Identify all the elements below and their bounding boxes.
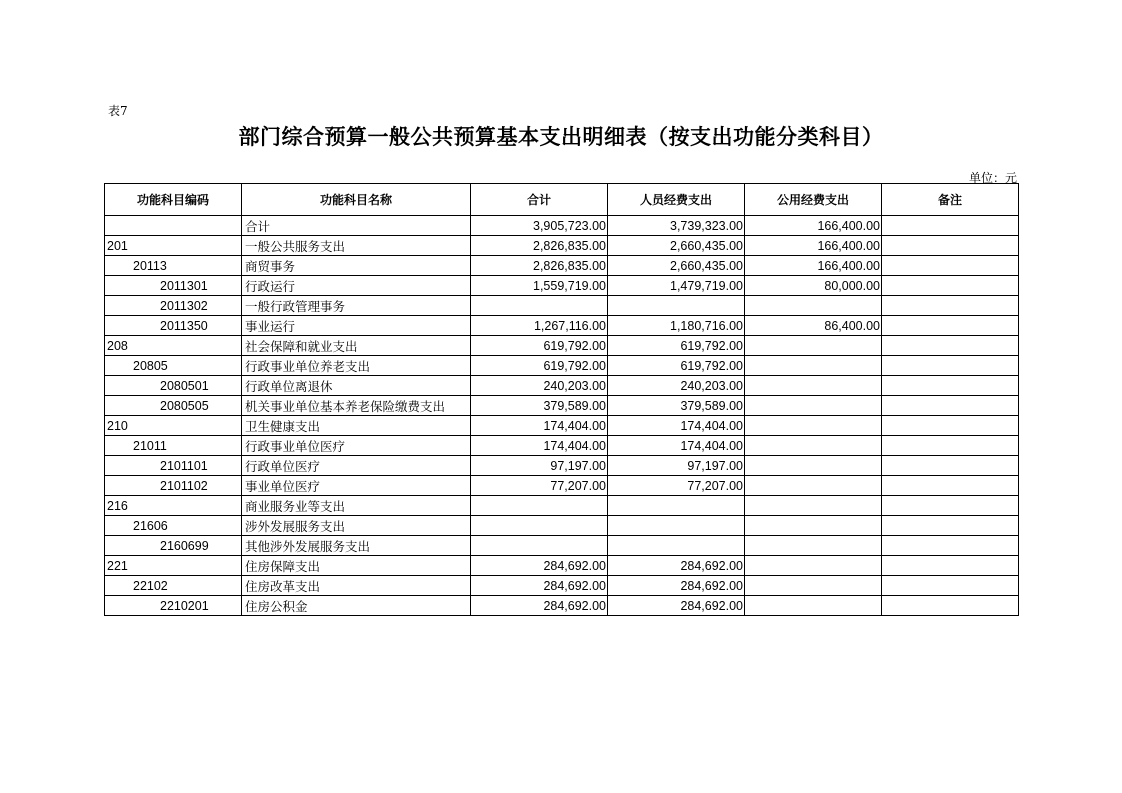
cell-personnel: 284,692.00 (608, 596, 745, 616)
cell-remarks (882, 496, 1019, 516)
cell-name: 住房公积金 (242, 596, 471, 616)
header-name: 功能科目名称 (242, 184, 471, 216)
cell-name: 一般公共服务支出 (242, 236, 471, 256)
table-row (105, 376, 1019, 396)
cell-code: 2210201 (105, 596, 242, 616)
cell-code: 2011302 (105, 296, 242, 316)
cell-public (745, 436, 882, 456)
cell-code: 208 (105, 336, 242, 356)
cell-public (745, 416, 882, 436)
table-row (105, 536, 1019, 556)
cell-name: 行政运行 (242, 276, 471, 296)
cell-personnel (608, 516, 745, 536)
cell-total (471, 536, 608, 556)
table-row (105, 516, 1019, 536)
cell-name: 商贸事务 (242, 256, 471, 276)
cell-personnel (608, 296, 745, 316)
cell-remarks (882, 456, 1019, 476)
table-row (105, 596, 1019, 616)
cell-personnel: 284,692.00 (608, 576, 745, 596)
cell-total: 284,692.00 (471, 576, 608, 596)
cell-code: 201 (105, 236, 242, 256)
cell-remarks (882, 436, 1019, 456)
cell-remarks (882, 376, 1019, 396)
cell-personnel: 1,180,716.00 (608, 316, 745, 336)
cell-public (745, 296, 882, 316)
cell-personnel: 619,792.00 (608, 336, 745, 356)
cell-total: 2,826,835.00 (471, 236, 608, 256)
cell-total: 1,559,719.00 (471, 276, 608, 296)
cell-total: 284,692.00 (471, 596, 608, 616)
table-row (105, 576, 1019, 596)
cell-total (471, 296, 608, 316)
cell-name: 机关事业单位基本养老保险缴费支出 (242, 396, 471, 416)
cell-public: 166,400.00 (745, 256, 882, 276)
cell-code: 2101101 (105, 456, 242, 476)
table-row (105, 456, 1019, 476)
header-public: 公用经费支出 (745, 184, 882, 216)
cell-personnel: 379,589.00 (608, 396, 745, 416)
cell-remarks (882, 316, 1019, 336)
cell-total: 619,792.00 (471, 336, 608, 356)
cell-public (745, 496, 882, 516)
cell-name: 行政事业单位医疗 (242, 436, 471, 456)
cell-name: 行政单位医疗 (242, 456, 471, 476)
cell-public (745, 576, 882, 596)
cell-code: 2080505 (105, 396, 242, 416)
cell-personnel (608, 536, 745, 556)
cell-remarks (882, 576, 1019, 596)
cell-personnel: 174,404.00 (608, 416, 745, 436)
table-row (105, 336, 1019, 356)
cell-remarks (882, 416, 1019, 436)
header-remarks: 备注 (882, 184, 1019, 216)
cell-public: 80,000.00 (745, 276, 882, 296)
budget-detail-table (104, 183, 1019, 616)
cell-code: 2011301 (105, 276, 242, 296)
cell-code: 22102 (105, 576, 242, 596)
cell-remarks (882, 516, 1019, 536)
header-code: 功能科目编码 (105, 184, 242, 216)
cell-public (745, 456, 882, 476)
table-row (105, 556, 1019, 576)
cell-total: 3,905,723.00 (471, 216, 608, 236)
cell-code: 21606 (105, 516, 242, 536)
cell-personnel (608, 496, 745, 516)
cell-personnel: 2,660,435.00 (608, 236, 745, 256)
cell-public (745, 356, 882, 376)
cell-public: 166,400.00 (745, 216, 882, 236)
cell-total: 240,203.00 (471, 376, 608, 396)
cell-total: 1,267,116.00 (471, 316, 608, 336)
cell-personnel: 3,739,323.00 (608, 216, 745, 236)
cell-public: 166,400.00 (745, 236, 882, 256)
cell-remarks (882, 256, 1019, 276)
header-personnel: 人员经费支出 (608, 184, 745, 216)
cell-personnel: 284,692.00 (608, 556, 745, 576)
cell-total: 174,404.00 (471, 436, 608, 456)
cell-code: 221 (105, 556, 242, 576)
cell-remarks (882, 276, 1019, 296)
table-row (105, 396, 1019, 416)
cell-remarks (882, 296, 1019, 316)
cell-public (745, 596, 882, 616)
cell-code: 2080501 (105, 376, 242, 396)
cell-remarks (882, 336, 1019, 356)
cell-personnel: 77,207.00 (608, 476, 745, 496)
cell-total: 77,207.00 (471, 476, 608, 496)
cell-public (745, 396, 882, 416)
cell-remarks (882, 396, 1019, 416)
cell-remarks (882, 596, 1019, 616)
cell-public (745, 376, 882, 396)
cell-code: 20113 (105, 256, 242, 276)
cell-name: 住房保障支出 (242, 556, 471, 576)
table-row (105, 296, 1019, 316)
cell-remarks (882, 216, 1019, 236)
cell-code: 2160699 (105, 536, 242, 556)
cell-public (745, 516, 882, 536)
cell-name: 一般行政管理事务 (242, 296, 471, 316)
cell-code: 216 (105, 496, 242, 516)
cell-name: 社会保障和就业支出 (242, 336, 471, 356)
cell-name: 其他涉外发展服务支出 (242, 536, 471, 556)
table-number-label: 表7 (108, 104, 128, 118)
table-row (105, 416, 1019, 436)
cell-personnel: 174,404.00 (608, 436, 745, 456)
cell-name: 事业运行 (242, 316, 471, 336)
cell-personnel: 97,197.00 (608, 456, 745, 476)
header-total: 合计 (471, 184, 608, 216)
cell-remarks (882, 536, 1019, 556)
cell-total: 174,404.00 (471, 416, 608, 436)
cell-name: 行政单位离退休 (242, 376, 471, 396)
cell-name: 住房改革支出 (242, 576, 471, 596)
cell-total: 284,692.00 (471, 556, 608, 576)
table-header-row (105, 184, 1019, 216)
cell-public (745, 336, 882, 356)
cell-code (105, 216, 242, 236)
table-row (105, 216, 1019, 236)
page-title: 部门综合预算一般公共预算基本支出明细表（按支出功能分类科目） (238, 125, 884, 149)
cell-remarks (882, 476, 1019, 496)
cell-name: 合计 (242, 216, 471, 236)
table-row (105, 276, 1019, 296)
cell-name: 涉外发展服务支出 (242, 516, 471, 536)
cell-personnel: 2,660,435.00 (608, 256, 745, 276)
table-body (105, 216, 1019, 616)
cell-public: 86,400.00 (745, 316, 882, 336)
cell-personnel: 1,479,719.00 (608, 276, 745, 296)
cell-public (745, 536, 882, 556)
cell-personnel: 619,792.00 (608, 356, 745, 376)
cell-total (471, 516, 608, 536)
cell-code: 20805 (105, 356, 242, 376)
cell-personnel: 240,203.00 (608, 376, 745, 396)
cell-remarks (882, 236, 1019, 256)
cell-code: 21011 (105, 436, 242, 456)
table-row (105, 256, 1019, 276)
table-row (105, 356, 1019, 376)
cell-remarks (882, 356, 1019, 376)
cell-remarks (882, 556, 1019, 576)
cell-name: 事业单位医疗 (242, 476, 471, 496)
table-row (105, 436, 1019, 456)
cell-total (471, 496, 608, 516)
cell-public (745, 556, 882, 576)
cell-total: 379,589.00 (471, 396, 608, 416)
cell-code: 210 (105, 416, 242, 436)
cell-code: 2101102 (105, 476, 242, 496)
table-row (105, 316, 1019, 336)
cell-name: 卫生健康支出 (242, 416, 471, 436)
cell-total: 619,792.00 (471, 356, 608, 376)
cell-total: 2,826,835.00 (471, 256, 608, 276)
cell-code: 2011350 (105, 316, 242, 336)
table-row (105, 496, 1019, 516)
unit-label: 单位：元 (968, 171, 1017, 185)
cell-name: 行政事业单位养老支出 (242, 356, 471, 376)
table-row (105, 236, 1019, 256)
table-row (105, 476, 1019, 496)
cell-public (745, 476, 882, 496)
cell-total: 97,197.00 (471, 456, 608, 476)
cell-name: 商业服务业等支出 (242, 496, 471, 516)
